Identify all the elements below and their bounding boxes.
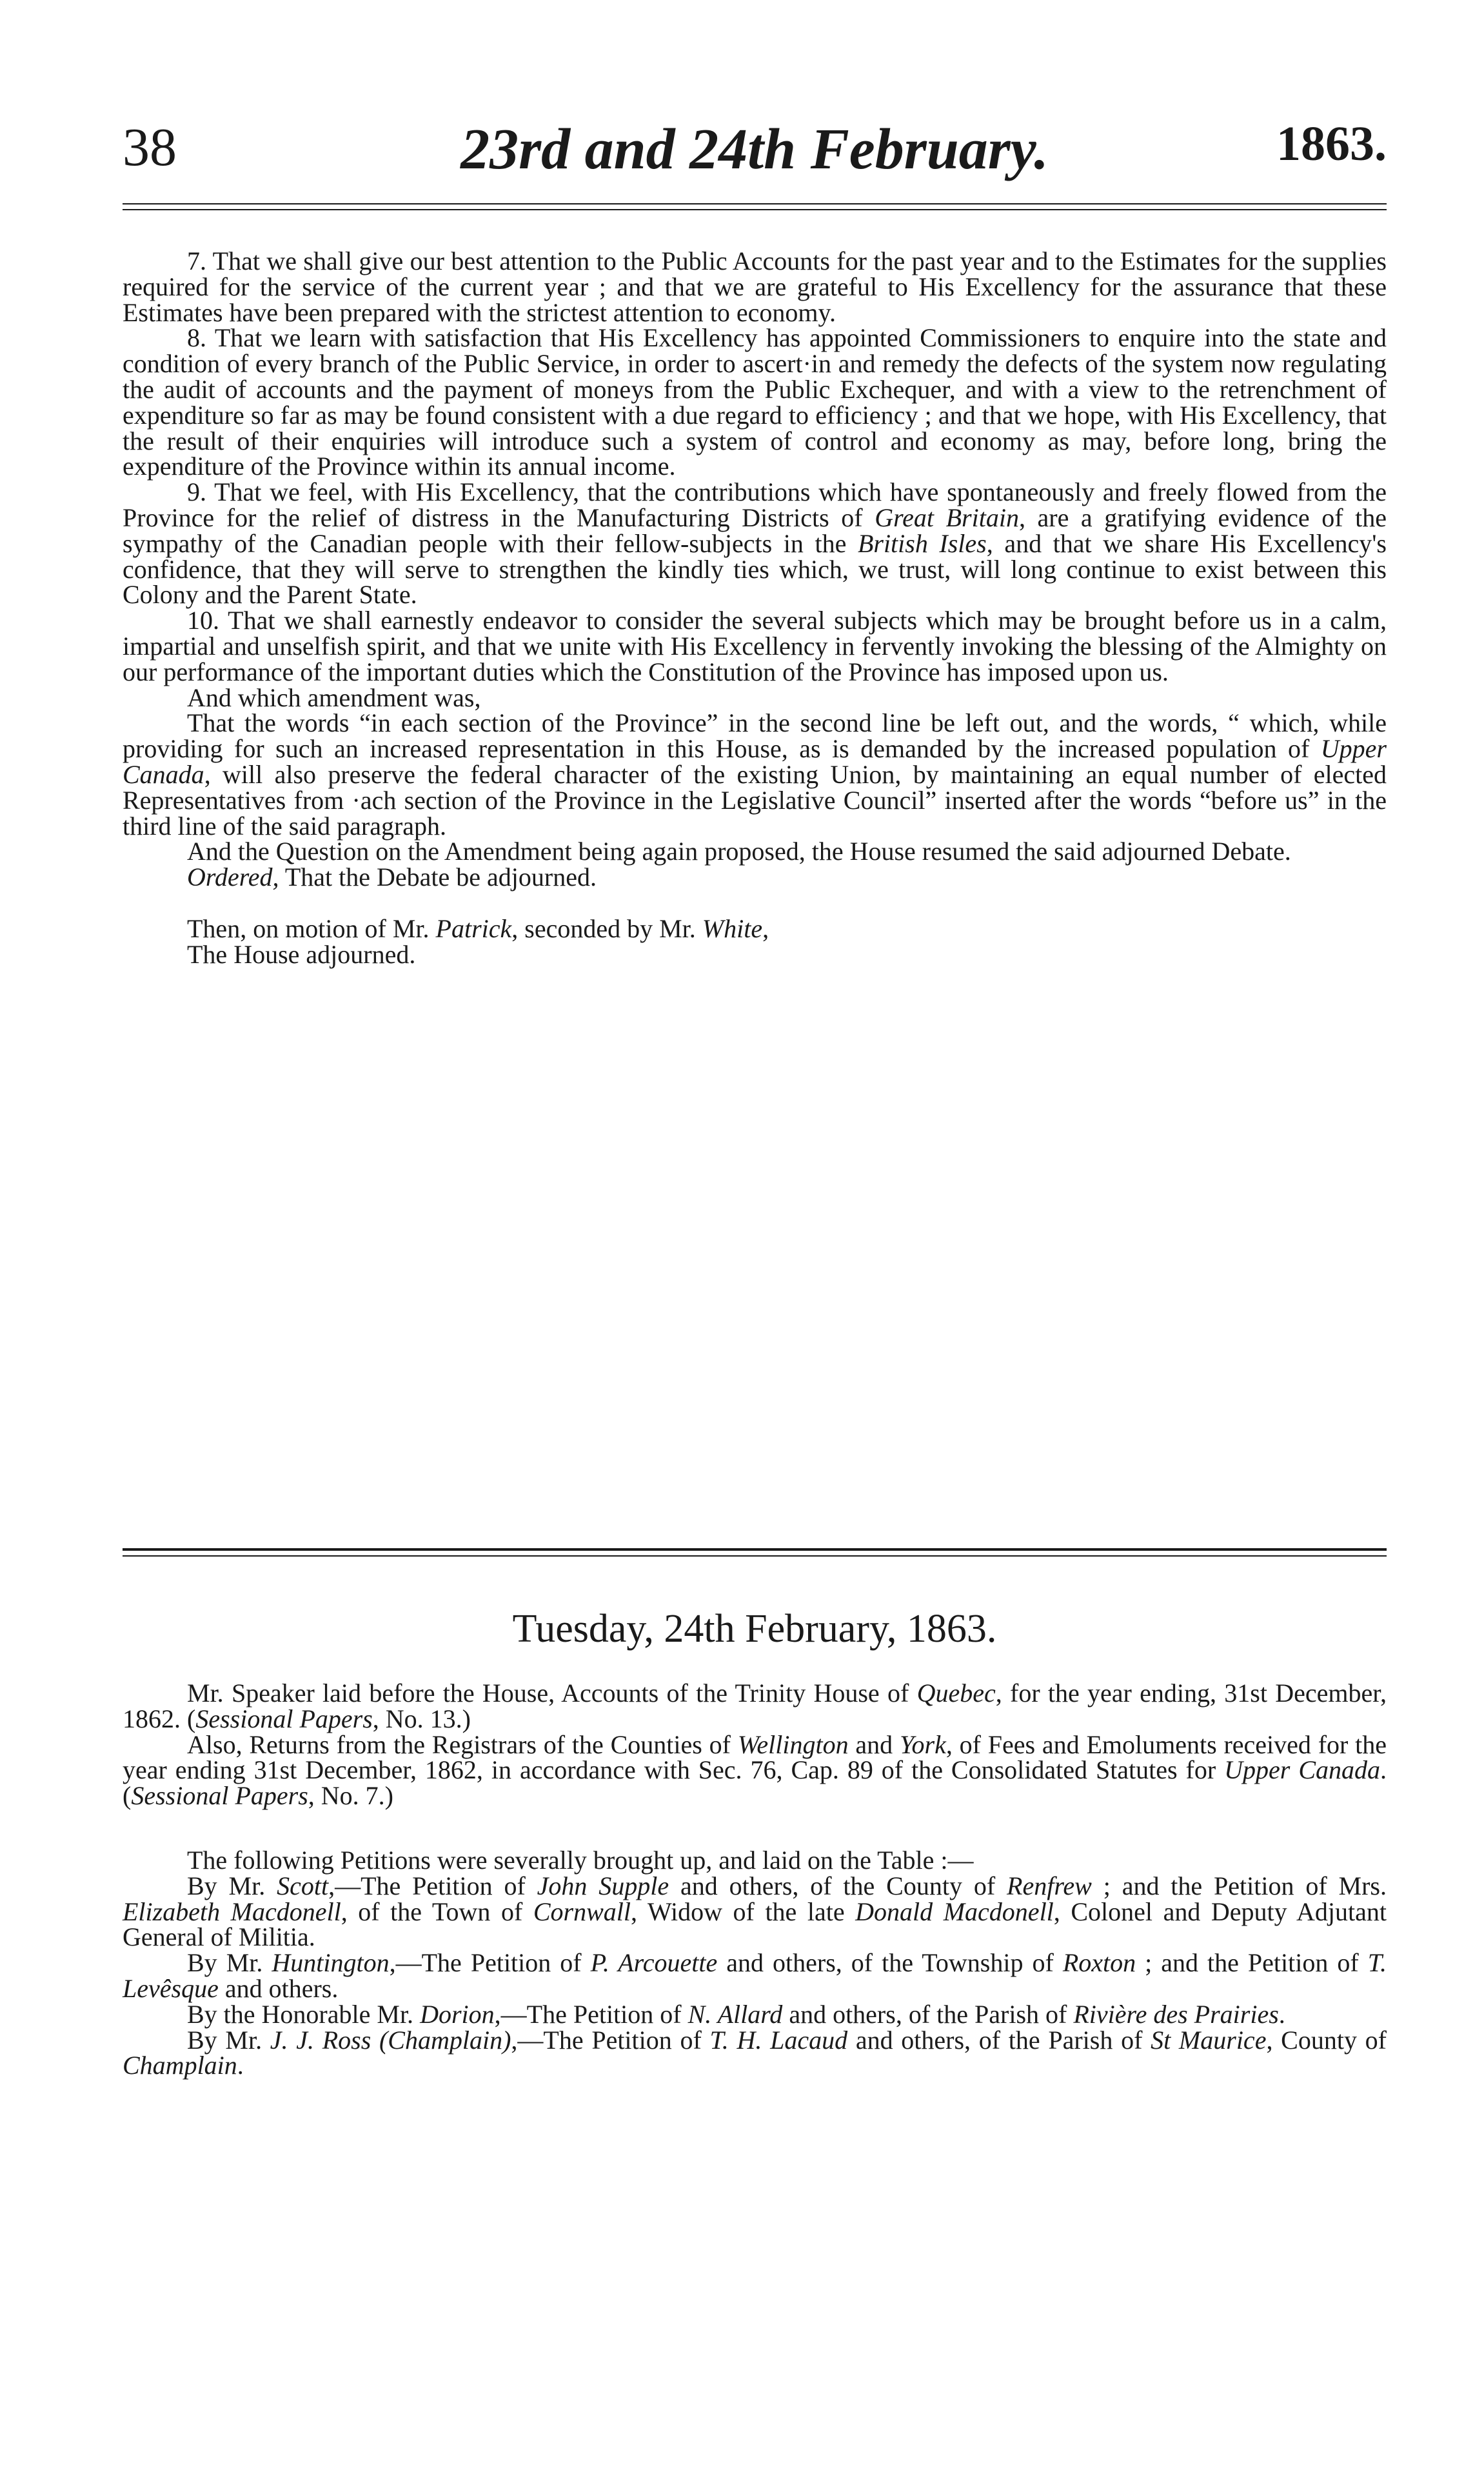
text-run: , for the year ending, 31st December, 1862. ( [123, 1678, 1387, 1733]
italic-run: Upper Canada [1224, 1755, 1380, 1785]
text-run: By Mr. [187, 2025, 270, 2055]
rule-line [123, 1555, 1387, 1557]
returns-paragraph [123, 1729, 1387, 1811]
text-run: , will also preserve the federal character of the existing Union, by maintaining an equal number of elected Representatives from ·ach section of the Province in the Legislative Council” inserted after the words “before us” in the third line of the said paragraph. [123, 759, 1387, 841]
text-run: . [1278, 1999, 1285, 2029]
italic-run: Rivière des Prairies [1073, 1999, 1279, 2029]
italic-run: P. Arcouette [590, 1948, 718, 1978]
italic-run: British Isles [857, 528, 987, 558]
italic-run: N. Allard [688, 1999, 783, 2029]
italic-run: Upper Canada [123, 734, 1387, 789]
text-run: , No. 7.) [308, 1781, 393, 1811]
section-rule [123, 1548, 1387, 1561]
proceedings-text-continued [123, 248, 1387, 968]
italic-run: Renfrew [1007, 1871, 1092, 1900]
text-run: , are a gratifying evidence of the sympathy of the Canadian people with their fellow-subjects in the [123, 503, 1387, 558]
text-run: . [237, 2051, 244, 2080]
italic-run: Ordered, [187, 862, 279, 892]
running-head [123, 116, 1387, 187]
italic-run: Elizabeth Macdonell [123, 1897, 341, 1926]
paragraph-10: 10. That we shall earnestly endeavor to consider the several subjects which may be brought before us in a calm, impartial and unselfish spirit, and that we unite with His Excellency in fervently invoking the blessing of the Almighty on our performance of the important duties which the Constitution of the Province has imposed upon us. [123, 606, 1387, 686]
petition-ross [123, 2027, 1387, 2079]
text-run: That the Debate be adjourned. [279, 862, 597, 892]
italic-run: White [702, 913, 763, 943]
text-run: ,—The Petition of [511, 2025, 710, 2055]
rule-line [123, 203, 1387, 204]
petition-huntington [123, 1950, 1387, 2002]
italic-run: York [899, 1729, 946, 1759]
text-run: , of the Town of [341, 1897, 533, 1926]
italic-run: Sessional Papers [195, 1704, 373, 1733]
italic-run: J. J. Ross (Champlain) [270, 2025, 511, 2055]
text-run: By the Honorable Mr. [187, 1999, 420, 2029]
italic-run: Patrick [435, 913, 512, 943]
text-run: 9. That we feel, with His Excellency, that the contributions which have spontaneously and freely flowed from the Province for the relief of distress in the Manufacturing Districts of [123, 477, 1387, 532]
motion-paragraph [123, 913, 1387, 943]
petitions-intro: The following Petitions were severally brought up, and laid on the Table :— [187, 1845, 974, 1875]
italic-run: Dorion [420, 1999, 495, 2029]
text-run: ,—The Petition of [328, 1871, 537, 1900]
italic-run: T. H. Lacaud [709, 2025, 848, 2055]
paragraph-7: 7. That we shall give our best attention to the Public Accounts for the past year and to the Estimates for the supplies required for the service of the current year ; and that we are grateful to His Excellency for the assurance that these Estimates have been prepared with the strictest attention to economy. [123, 246, 1387, 327]
header-rule [123, 203, 1387, 215]
paragraph-8: 8. That we learn with satisfaction that His Excellency has appointed Commissioners to enquire into the state and condition of every branch of the Public Service, in order to ascert·in and remedy the defects of the system now regulating the audit of accounts and the payment of moneys from the Public Exchequer, and with a view to the retrenchment of expenditure so far as may be found consistent with a due regard to efficiency ; and that we hope, with His Excellency, that the result of their enquiries will introduce such a system of control and economy as may, before long, bring the expenditure of the Province within its annual income. [123, 323, 1387, 481]
question-paragraph: And the Question on the Amendment being again proposed, the House resumed the said adjourned Debate. [187, 837, 1291, 866]
text-run: , Widow of the late [631, 1897, 856, 1926]
italic-run: Roxton [1062, 1948, 1136, 1978]
text-run: That the words “in each section of the Province” in the second line be left out, and the words, “ which, while providing for such an increased representation in this House, as is demanded by the increased population of [123, 708, 1387, 764]
petition-dorion [123, 1999, 1387, 2029]
italic-run: Great Britain [875, 503, 1019, 532]
italic-run: John Supple [537, 1871, 669, 1900]
text-run: , seconded by Mr. [511, 913, 702, 943]
text-run: Also, Returns from the Registrars of the Counties of [187, 1729, 738, 1759]
italic-run: Wellington [737, 1729, 849, 1759]
text-run: and others. [218, 1973, 339, 2003]
page-year: 1863. [1276, 117, 1387, 171]
text-run: ; and the Petition of Mrs. [1091, 1871, 1387, 1900]
page-number: 38 [123, 117, 177, 177]
text-run: ; and the Petition of [1136, 1948, 1368, 1978]
text-run: , Colonel and Deputy Adjutant General of Militia. [123, 1897, 1387, 1952]
text-run: and others, of the Parish of [847, 2025, 1151, 2055]
italic-run: Huntington [272, 1948, 390, 1978]
rule-line [123, 1548, 1387, 1551]
text-run: . ( [123, 1755, 1387, 1811]
ordered-paragraph [123, 864, 1387, 890]
text-run: and others, of the Township of [717, 1948, 1063, 1978]
text-run: By Mr. [187, 1871, 277, 1900]
speaker-paragraph [123, 1680, 1387, 1732]
italic-run: Champlain [123, 2051, 237, 2080]
text-run: and others, of the Parish of [782, 1999, 1074, 2029]
text-run: Then, on motion of Mr. [187, 913, 436, 943]
italic-run: Sessional Papers [131, 1781, 308, 1811]
adjourned-paragraph: The House adjourned. [187, 939, 416, 969]
amendment-intro: And which amendment was, [187, 682, 481, 712]
text-run: Mr. Speaker laid before the House, Accounts of the Trinity House of [187, 1678, 917, 1708]
text-run: , [762, 913, 769, 943]
text-run: , County of [1266, 2025, 1387, 2055]
rule-line [123, 209, 1387, 210]
amendment-text [123, 710, 1387, 839]
text-run: , of Fees and Emoluments received for the year ending 31st December, 1862, in accordance with Sec. 76, Cap. 89 of the Consolidated Statutes for [123, 1729, 1387, 1785]
italic-run: T. Levêsque [123, 1948, 1387, 2003]
text-run: and others, of the County of [669, 1871, 1007, 1900]
text-run: and [848, 1729, 900, 1759]
proceedings-text-24th [123, 1680, 1387, 2078]
paragraph-9 [123, 479, 1387, 608]
italic-run: Scott [277, 1871, 329, 1900]
text-run: ,—The Petition of [494, 1999, 688, 2029]
italic-run: St Maurice [1151, 2025, 1267, 2055]
italic-run: Cornwall [533, 1897, 631, 1926]
italic-run: Donald Macdonell [855, 1897, 1054, 1926]
text-run: , and that we share His Excellency's confidence, that they will serve to strengthen the kindly ties which, we trust, will long continue to exist between this Colony and the Parent State. [123, 528, 1387, 610]
text-run: , No. 13.) [372, 1704, 471, 1733]
page-heading: 23rd and 24th February. [460, 117, 1049, 181]
petition-scott [123, 1873, 1387, 1950]
date-heading: Tuesday, 24th February, 1863. [512, 1607, 997, 1651]
text-run: By Mr. [187, 1948, 272, 1978]
text-run: ,—The Petition of [389, 1948, 591, 1978]
italic-run: Quebec [916, 1678, 996, 1708]
